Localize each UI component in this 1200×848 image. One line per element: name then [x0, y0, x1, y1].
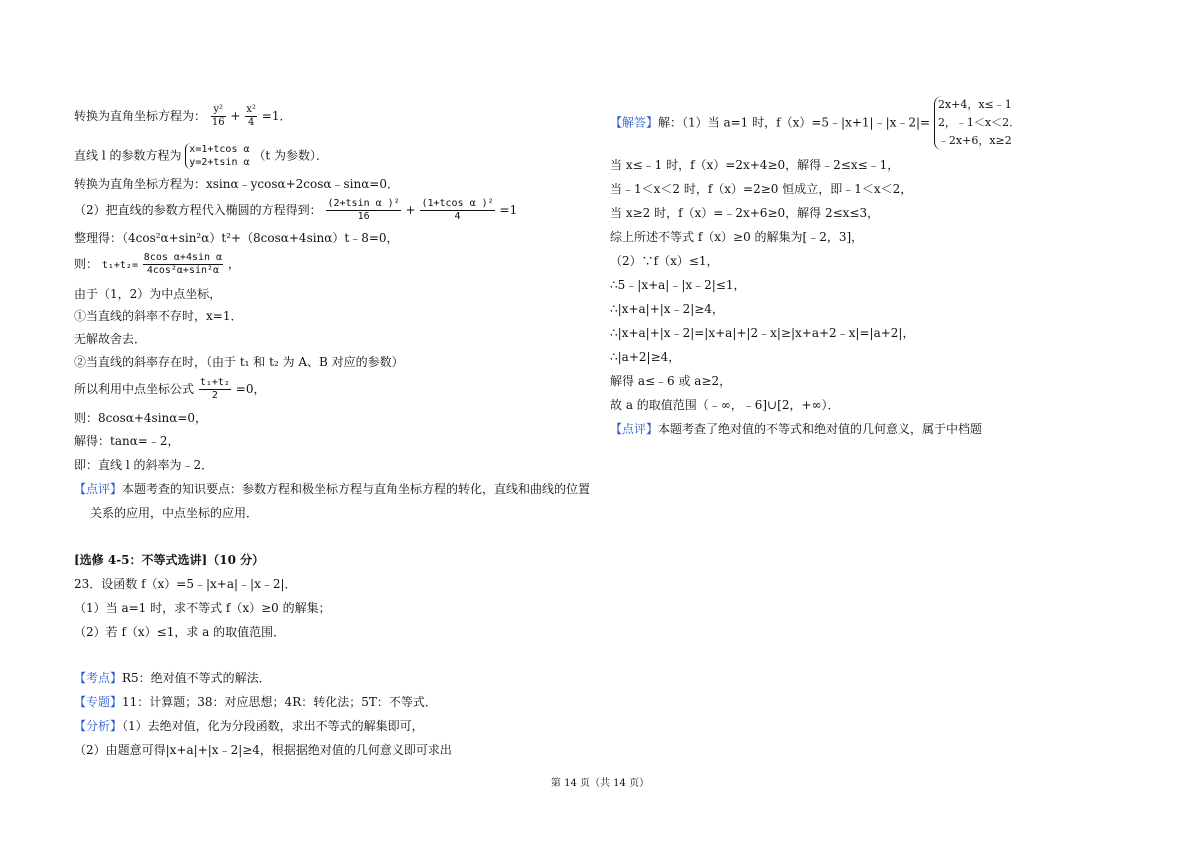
text-line: ∴|x+a|+|x﹣2|=|x+a|+|2﹣x|≥|x+a+2﹣x|=|a+2|，: [610, 326, 915, 340]
comment-label: 【点评】: [610, 422, 659, 436]
text-line: ∴|a+2|≥4，: [610, 350, 681, 364]
problem-part-2: （2）若 f（x）≤1，求 a 的取值范围．: [74, 625, 286, 639]
analysis-line: 【分析】（1）去绝对值，化为分段函数，求出不等式的解集即可，: [74, 719, 424, 733]
text-line: 综上所述不等式 f（x）≥0 的解集为[﹣2，3]，: [610, 230, 864, 244]
text-line: 解得 a≤﹣6 或 a≥2，: [610, 374, 732, 388]
fraction-sin-term: $\frac{\text{(2+tsin α )²}}{16}$: [327, 198, 400, 222]
answer-header-line: 【解答】解：（1）当 a=1 时，f（x）=5﹣|x+1|﹣|x﹣2|= 2x+4，x≤﹣1 2，﹣1＜x＜2． ﹣2x+6，x≥2: [610, 96, 1020, 150]
text-line: 故 a 的取值范围（﹣∞，﹣6]∪[2，+∞）．: [610, 398, 840, 412]
text-line: ②当直线的斜率存在时，（由于 t₁ 和 t₂ 为 A、B 对应的参数）: [74, 355, 404, 369]
ellipse-equation-line: 转换为直角坐标方程为： $\frac{\text{y²}}{16}$ + $\frac{\text{x²}}{4}$ =1．: [74, 104, 292, 128]
problem-part-1: （1）当 a=1 时，求不等式 f（x）≥0 的解集；: [74, 601, 331, 615]
fraction-sum-roots: $\frac{\text{8cos α+4sin α}}{\text{4cos²α+sin²α}}$: [143, 252, 223, 276]
analysis-continuation: （2）由题意可得|x+a|+|x﹣2|≥4，根据据绝对值的几何意义即可求出: [74, 743, 452, 757]
page-footer: 第 14 页（共 14 页）: [550, 778, 650, 789]
analysis-label: 【分析】: [74, 719, 123, 733]
text-line: ①当直线的斜率不存时，x=1．: [74, 309, 243, 323]
text-line: 解得：tanα=﹣2，: [74, 434, 180, 448]
text-line: 由于（1，2）为中点坐标，: [74, 287, 222, 301]
comment-continuation: 关系的应用，中点坐标的应用．: [90, 506, 259, 520]
substitution-line: （2）把直线的参数方程代入椭圆的方程得到： $\frac{\text{(2+tsin α )²}}{16}$ + $\frac{\text{(1+tcos α )²}}{4}$ =1: [74, 198, 518, 222]
knowledge-point-label: 【考点】: [74, 671, 123, 685]
text-line: ∴5﹣|x+a|﹣|x﹣2|≤1，: [610, 278, 746, 292]
line-parametric-equation: 直线 l 的参数方程为 x=1+tcos α y=2+tsin α （t 为参数）．: [74, 144, 328, 168]
piecewise-function: 2x+4，x≤﹣1 2，﹣1＜x＜2． ﹣2x+6，x≥2: [934, 96, 1020, 150]
text-line: 无解故舍去．: [74, 332, 147, 346]
fraction-midpoint: $\frac{\text{t₁+t₂}}{2}$: [199, 377, 230, 401]
problem-statement: 23．设函数 f（x）=5﹣|x+a|﹣|x﹣2|．: [74, 577, 297, 591]
text-line: 即：直线 l 的斜率为﹣2．: [74, 458, 214, 472]
answer-label: 【解答】: [610, 115, 659, 130]
line-cartesian-equation: 转换为直角坐标方程为：xsinα﹣ycosα+2cosα﹣sinα=0．: [74, 177, 399, 191]
fraction-cos-term: $\frac{\text{(1+tcos α )²}}{4}$: [421, 198, 494, 222]
text-line: 当﹣1＜x＜2 时，f（x）=2≥0 恒成立，即﹣1＜x＜2，: [610, 182, 913, 196]
fraction-x2-4: $\frac{\text{x²}}{4}$: [246, 104, 256, 128]
sum-of-roots-line: 则： t₁+t₂= $\frac{\text{8cos α+4sin α}}{\text{4cos²α+sin²α}}$ ，: [74, 252, 240, 276]
parametric-system: x=1+tcos α y=2+tsin α: [185, 143, 249, 169]
comment-line: 【点评】本题考查的知识要点：参数方程和极坐标方程与直角坐标方程的转化，直线和曲线的位置: [74, 482, 591, 496]
comment-label: 【点评】: [74, 482, 123, 496]
text-line: ∴|x+a|+|x﹣2|≥4，: [610, 302, 724, 316]
section-heading: [选修 4-5：不等式选讲]（10 分）: [74, 553, 265, 567]
topic-line: 【专题】11：计算题；38：对应思想；4R：转化法；5T：不等式．: [74, 695, 437, 709]
knowledge-point-line: 【考点】R5：绝对值不等式的解法．: [74, 671, 271, 685]
simplified-equation: 整理得：（4cos²α+sin²α）t²+（8cosα+4sinα）t﹣8=0，: [74, 231, 399, 245]
text-line: 当 x≥2 时，f（x）=﹣2x+6≥0，解得 2≤x≤3，: [610, 206, 880, 220]
midpoint-formula-line: 所以利用中点坐标公式 $\frac{\text{t₁+t₂}}{2}$ =0，: [74, 377, 266, 401]
text-line: 则：8cosα+4sinα=0，: [74, 411, 208, 425]
comment-line: 【点评】本题考查了绝对值的不等式和绝对值的几何意义，属于中档题: [610, 422, 983, 436]
fraction-y2-16: $\frac{\text{y²}}{16}$: [211, 104, 225, 128]
text-line: （2）∵f（x）≤1，: [610, 254, 719, 268]
text-line: 当 x≤﹣1 时，f（x）=2x+4≥0，解得﹣2≤x≤﹣1，: [610, 158, 900, 172]
topic-label: 【专题】: [74, 695, 123, 709]
